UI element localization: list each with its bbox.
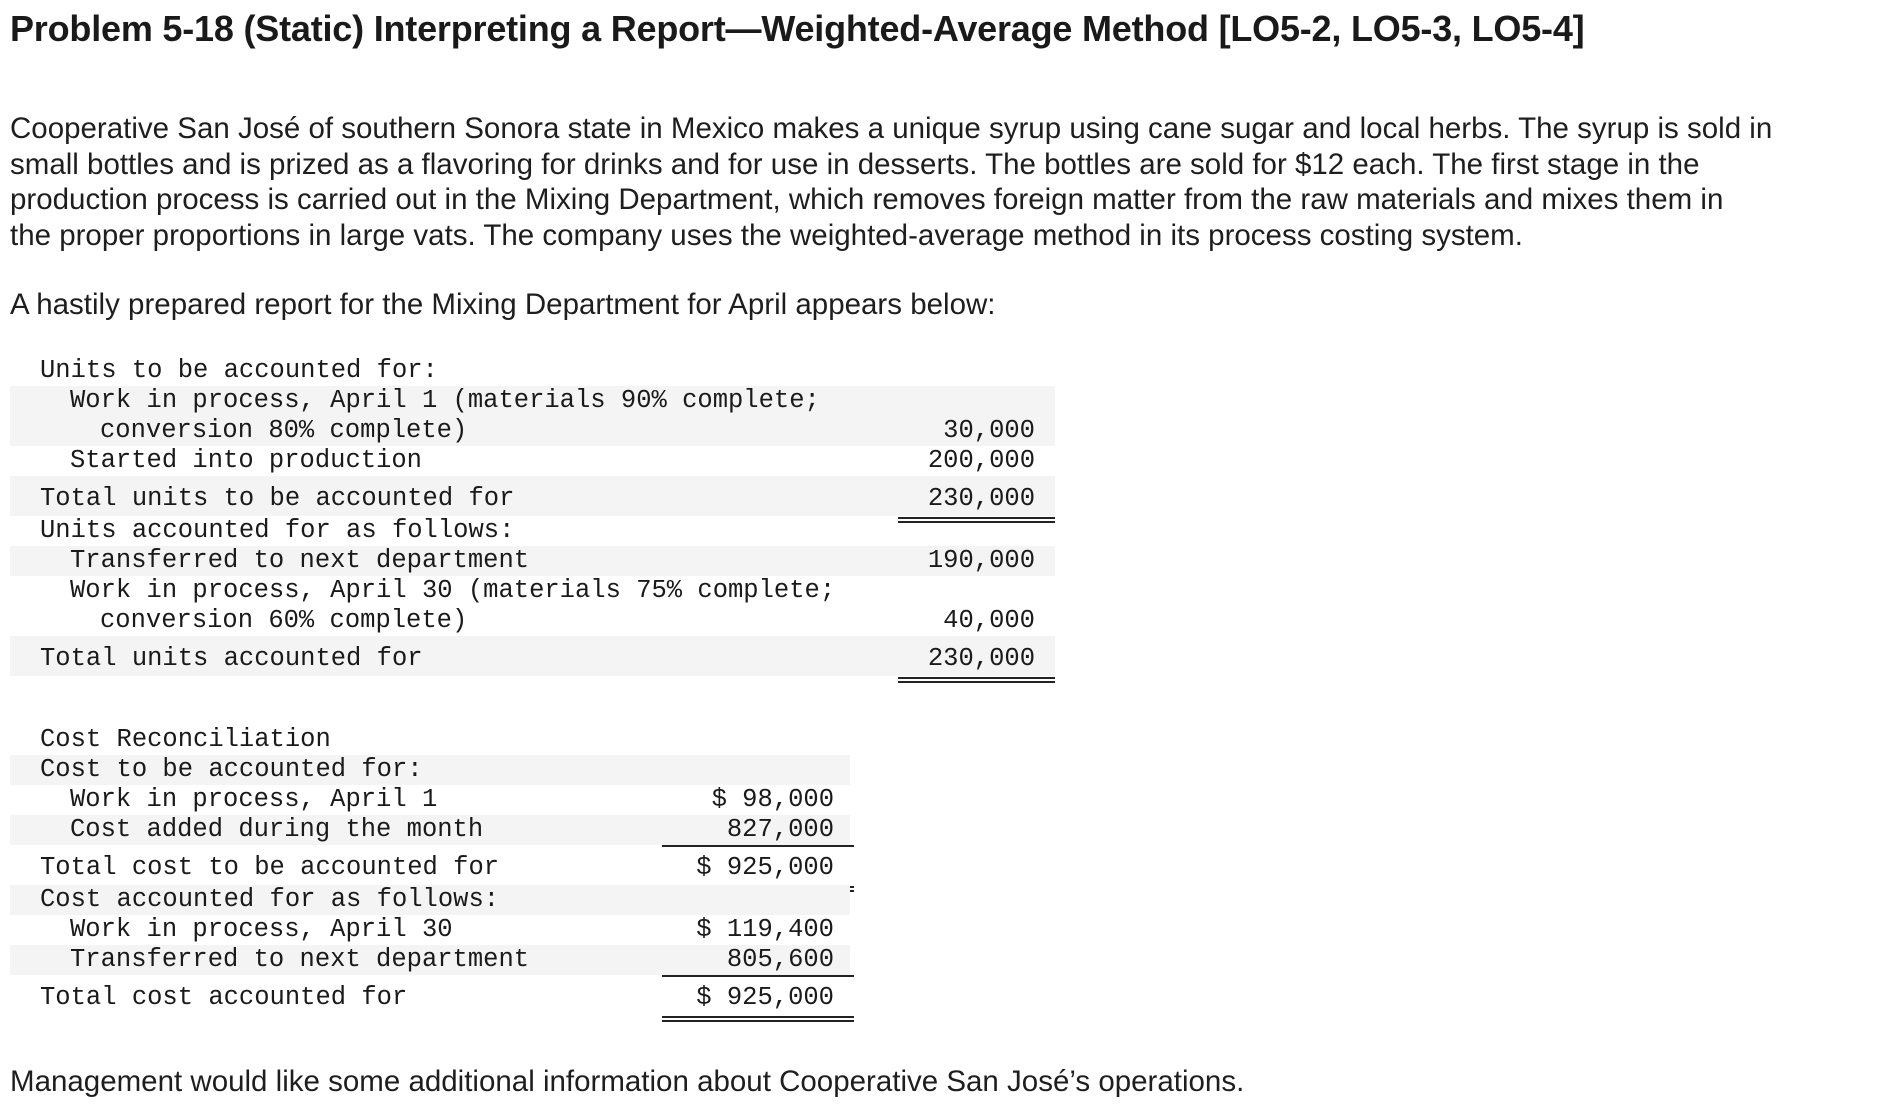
started-label: Started into production xyxy=(70,446,422,475)
cost-wip-begin-label: Work in process, April 1 xyxy=(70,785,438,814)
units-heading-row xyxy=(10,356,1055,386)
total-cost-to-account-label: Total cost to be accounted for xyxy=(40,853,500,882)
units-accounted-heading-row xyxy=(10,516,1055,546)
total-cost-to-account-row xyxy=(10,845,850,885)
total-units-accounted-row xyxy=(10,636,1055,676)
units-report xyxy=(10,356,1055,676)
cost-to-account-heading-row xyxy=(10,755,850,785)
total-cost-accounted-label: Total cost accounted for xyxy=(40,983,408,1012)
closing-text: Management would like some additional information about Cooperative San José’s operations. xyxy=(10,1065,1245,1098)
started-row xyxy=(10,446,1055,476)
total-units-accounted-label: Total units accounted for xyxy=(40,644,423,673)
wip-end-label-cont: conversion 60% complete) xyxy=(100,606,468,635)
intro-line: small bottles and is prized as a flavoring for drinks and for use in desserts. The bottles are sold for $12 each. The first stage in the xyxy=(10,147,1700,181)
intro-line: production process is carried out in the Mixing Department, which removes foreign matter from the raw materials and mixes them in xyxy=(10,183,1724,216)
cost-wip-begin-row xyxy=(10,785,850,815)
cost-transferred-label: Transferred to next department xyxy=(70,945,530,974)
cost-accounted-heading-row xyxy=(10,885,850,915)
cost-accounted-heading: Cost accounted for as follows: xyxy=(40,885,500,914)
wip-begin-label: Work in process, April 1 (materials 90% complete; xyxy=(70,386,820,415)
cost-wip-end-value: $ 119,400 xyxy=(696,915,834,944)
cost-transferred-row xyxy=(10,945,850,975)
cost-to-account-heading: Cost to be accounted for: xyxy=(40,755,423,784)
cost-heading: Cost Reconciliation xyxy=(40,725,331,754)
total-units-accounted-value: 230,000 xyxy=(898,644,1055,674)
cost-wip-end-label: Work in process, April 30 xyxy=(70,915,453,944)
intro-line: Cooperative San José of southern Sonora state in Mexico makes a unique syrup using cane sugar and local herbs. The syrup is sold in xyxy=(10,112,1773,145)
wip-end-row xyxy=(10,576,1055,636)
cost-reconciliation xyxy=(10,725,850,1013)
cost-added-value: 827,000 xyxy=(662,815,854,847)
total-cost-accounted-value: $ 925,000 xyxy=(662,983,854,1013)
cost-wip-end-row xyxy=(10,915,850,945)
units-heading: Units to be accounted for: xyxy=(40,356,438,385)
wip-end-label: Work in process, April 30 (materials 75% complete; xyxy=(70,576,836,605)
total-cost-to-account-value: $ 925,000 xyxy=(662,853,854,883)
cost-wip-begin-value: $ 98,000 xyxy=(711,785,834,814)
started-units: 200,000 xyxy=(898,446,1055,478)
wip-begin-units: 30,000 xyxy=(943,416,1035,445)
total-units-to-account-label: Total units to be accounted for xyxy=(40,484,515,513)
cost-added-row xyxy=(10,815,850,845)
total-units-to-account-row xyxy=(10,476,1055,516)
wip-begin-row xyxy=(10,386,1055,446)
report-lead-text: A hastily prepared report for the Mixing Department for April appears below: xyxy=(10,288,996,321)
wip-begin-label-cont: conversion 80% complete) xyxy=(100,416,468,445)
problem-title: Problem 5-18 (Static) Interpreting a Report—Weighted-Average Method [LO5-2, LO5-3, LO5-4] xyxy=(10,8,1585,49)
transferred-units-value: 190,000 xyxy=(927,546,1035,575)
transferred-units-row xyxy=(10,546,1055,576)
cost-heading-row xyxy=(10,725,850,755)
total-units-to-account-value: 230,000 xyxy=(898,484,1055,514)
transferred-units-label: Transferred to next department xyxy=(70,546,530,575)
total-cost-accounted-row xyxy=(10,975,850,1013)
wip-end-units: 40,000 xyxy=(898,606,1055,638)
intro-paragraph xyxy=(10,111,1890,253)
cost-transferred-value: 805,600 xyxy=(662,945,854,977)
intro-line: the proper proportions in large vats. The company uses the weighted-average method in its process costing system. xyxy=(10,218,1523,252)
units-accounted-heading: Units accounted for as follows: xyxy=(40,516,515,545)
cost-added-label: Cost added during the month xyxy=(70,815,484,844)
